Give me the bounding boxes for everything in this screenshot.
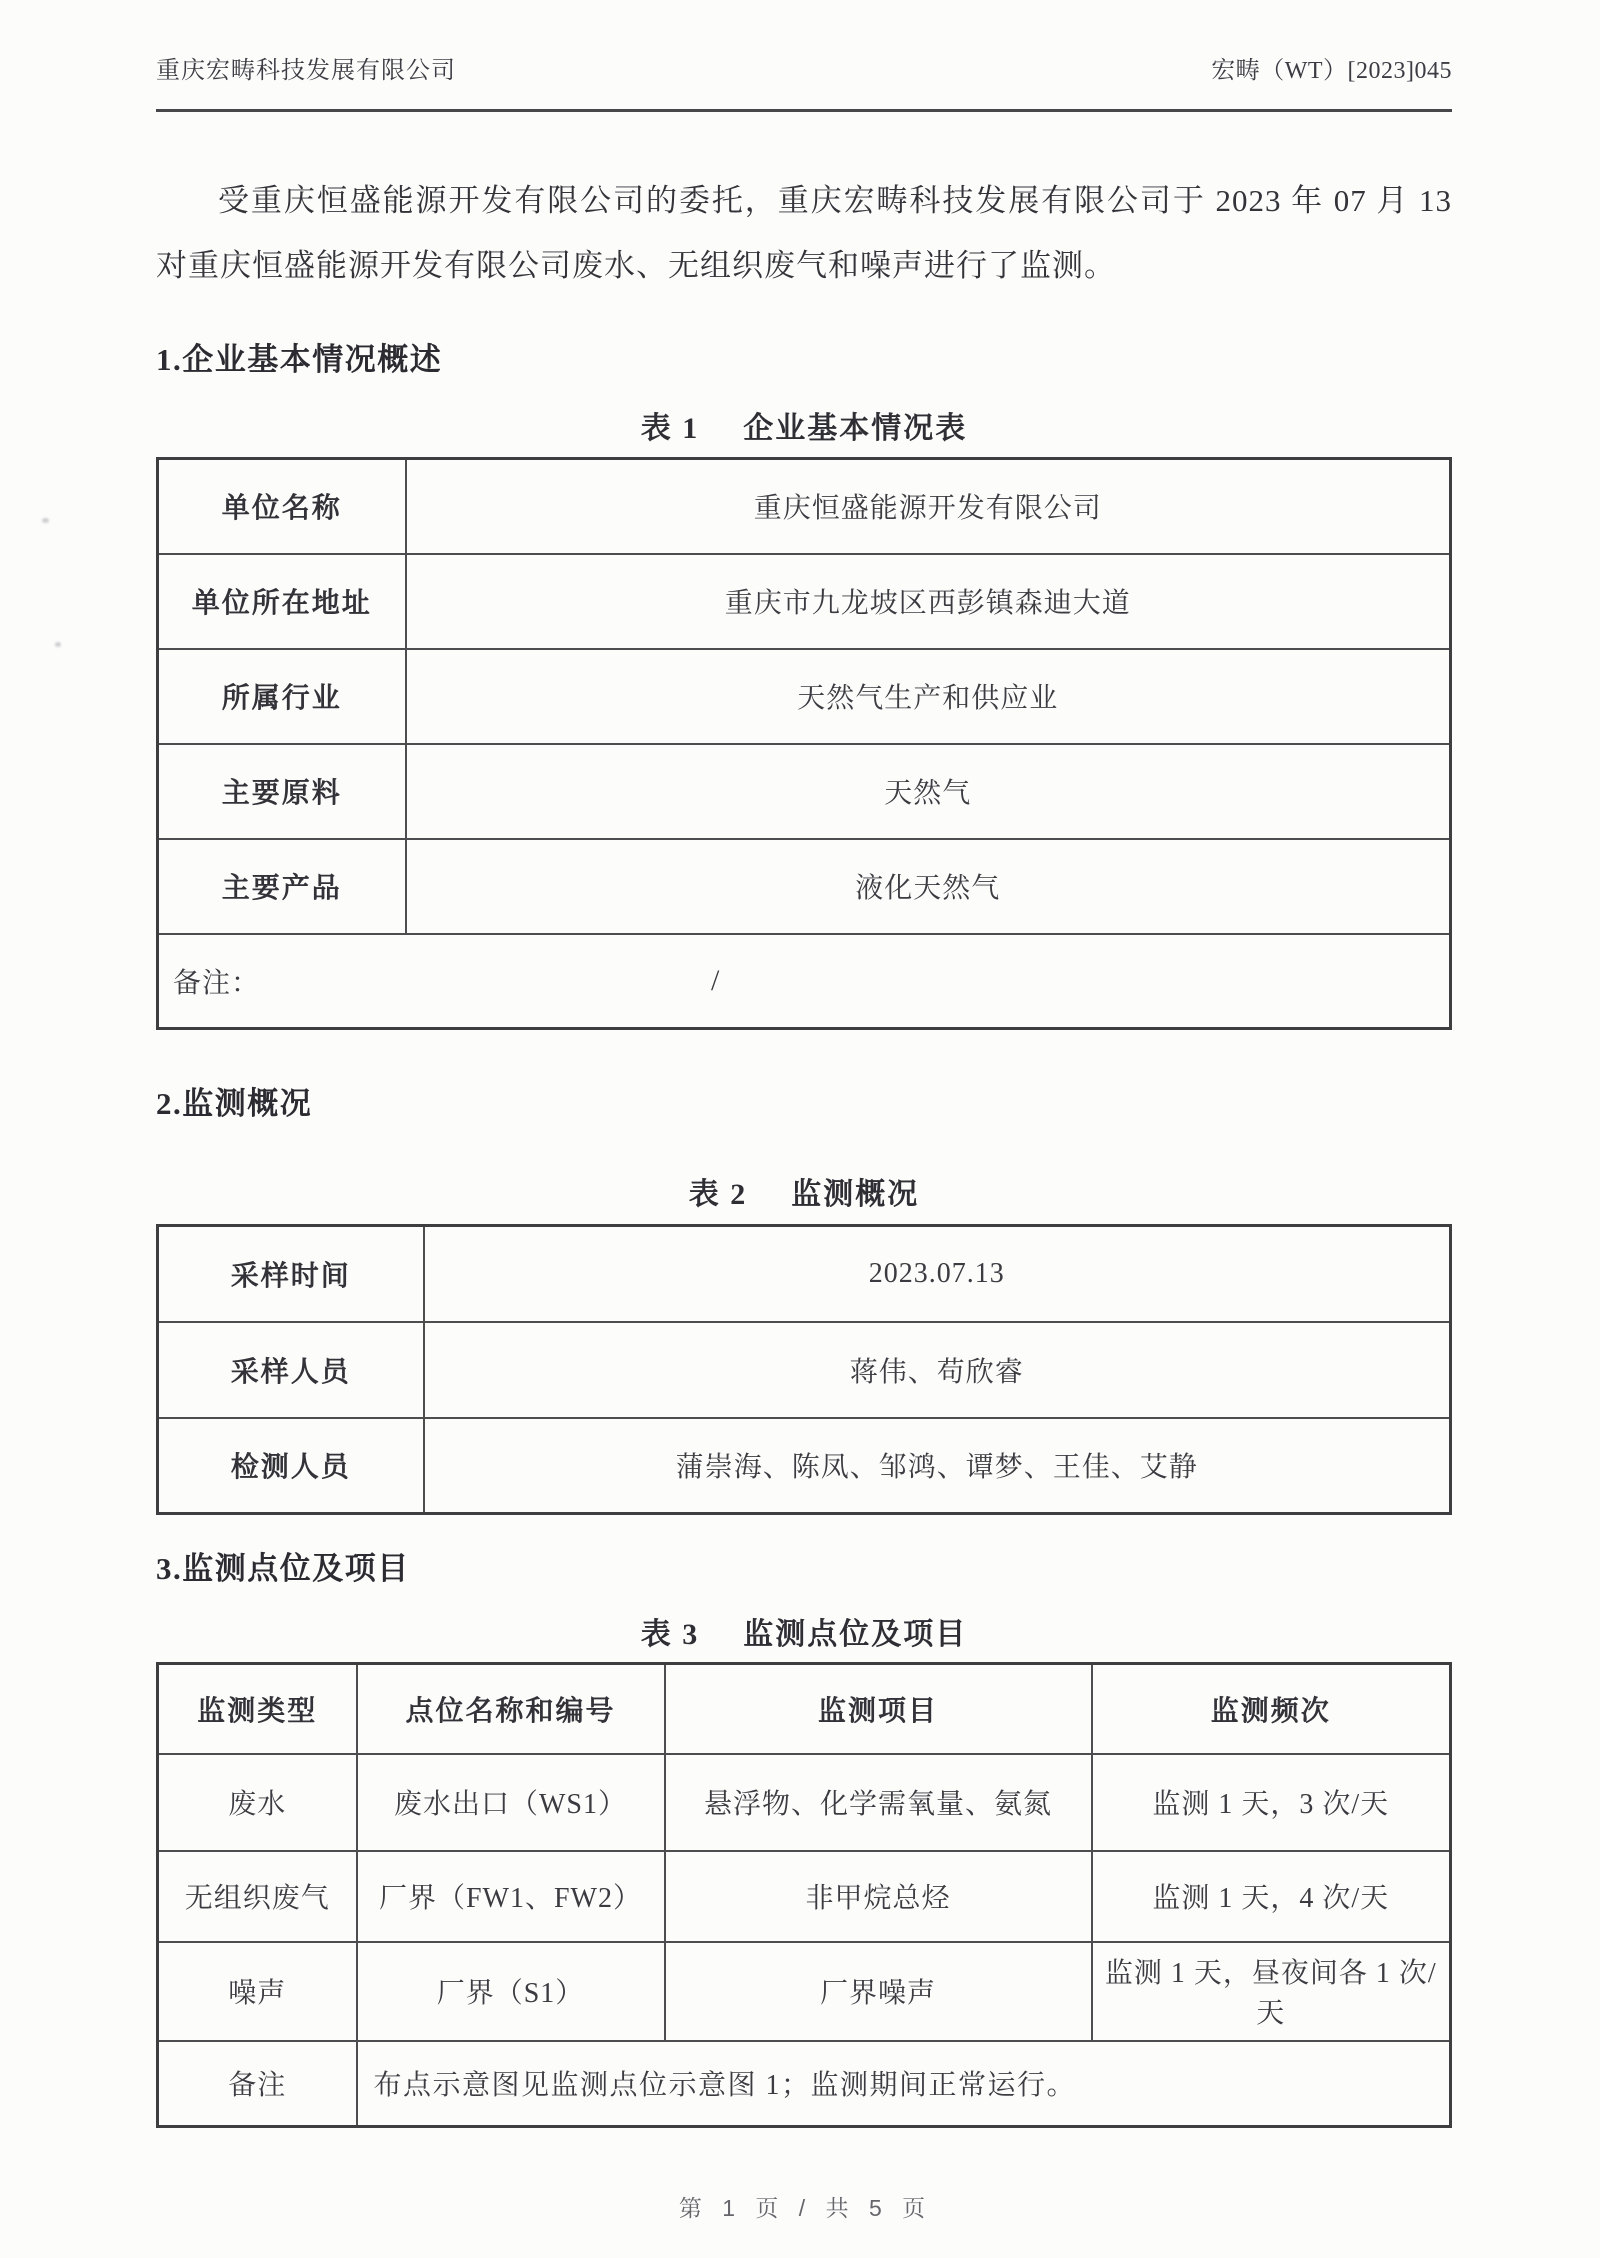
row-label: 所属行业 [158,649,406,744]
row-value: 液化天然气 [406,839,1451,934]
cell-frequency: 监测 1 天，昼夜间各 1 次/天 [1092,1942,1451,2041]
table-row [158,1226,1451,1322]
page-number-indicator: 第 1 页 / 共 5 页 [678,2195,930,2221]
table-row [158,1418,1451,1514]
table-3-caption [156,1617,1452,1653]
cell-frequency: 监测 1 天，4 次/天 [1092,1851,1451,1942]
table-row [158,649,1451,744]
monitoring-points-table [156,1662,1452,2128]
table-row [158,1322,1451,1418]
header-company-name: 重庆宏畴科技发展有限公司 [156,58,456,84]
cell-frequency: 监测 1 天，3 次/天 [1092,1754,1451,1851]
table-1-caption [156,411,1452,447]
scan-artifact [55,642,61,647]
cell-type: 废水 [158,1754,357,1851]
table-2-caption [156,1177,1452,1213]
table-2-caption-label: 表 2 [688,1178,748,1211]
header-divider [156,109,1452,112]
remark-value: / [711,963,721,997]
row-value: 蒲崇海、陈凤、邹鸿、谭梦、王佳、艾静 [424,1418,1451,1514]
row-label: 主要原料 [158,744,406,839]
table-row [158,1754,1451,1851]
section-1-heading: 1.企业基本情况概述 [156,342,443,377]
column-header: 监测频次 [1092,1664,1451,1754]
monitoring-overview-table [156,1224,1452,1515]
table-row [158,744,1451,839]
column-header: 监测类型 [158,1664,357,1754]
cell-items: 悬浮物、化学需氧量、氨氮 [665,1754,1092,1851]
row-label: 主要产品 [158,839,406,934]
column-header: 点位名称和编号 [357,1664,665,1754]
scan-artifact [42,518,49,523]
section-3-heading: 3.监测点位及项目 [156,1551,410,1586]
company-info-table [156,457,1452,1030]
intro-line-1: 受重庆恒盛能源开发有限公司的委托，重庆宏畴科技发展有限公司于 2023 年 07 月 13 [218,183,1452,218]
table-row [158,554,1451,649]
row-label: 单位名称 [158,459,406,554]
remark-label: 备注 [158,2041,357,2127]
table-1-caption-title: 企业基本情况表 [743,412,968,445]
row-value: 蒋伟、苟欣睿 [424,1322,1451,1418]
row-value: 天然气 [406,744,1451,839]
table-2-caption-title: 监测概况 [791,1178,920,1211]
cell-items: 非甲烷总烃 [665,1851,1092,1942]
cell-type: 无组织废气 [158,1851,357,1942]
row-label: 采样人员 [158,1322,424,1418]
page-content [156,0,1452,2128]
table-row [158,459,1451,554]
row-label: 采样时间 [158,1226,424,1322]
column-header: 监测项目 [665,1664,1092,1754]
remark-cell [158,934,1451,1029]
table-row [158,1942,1451,2041]
remark-text: 布点示意图见监测点位示意图 1；监测期间正常运行。 [357,2041,1451,2127]
row-value: 2023.07.13 [424,1226,1451,1322]
remark-row [158,2041,1451,2127]
row-label: 检测人员 [158,1418,424,1514]
table-1-caption-label: 表 1 [640,412,700,445]
intro-paragraph [156,168,1452,298]
row-value: 重庆恒盛能源开发有限公司 [406,459,1451,554]
section-2-heading: 2.监测概况 [156,1086,313,1121]
table-row [158,839,1451,934]
header-document-number: 宏畴（WT）[2023]045 [1211,58,1452,84]
cell-point: 厂界（S1） [357,1942,665,2041]
intro-line-2: 对重庆恒盛能源开发有限公司废水、无组织废气和噪声进行了监测。 [156,248,1116,283]
cell-type: 噪声 [158,1942,357,2041]
page-header [156,50,1452,85]
table-3-caption-title: 监测点位及项目 [743,1618,968,1651]
remark-row [158,934,1451,1029]
row-value: 天然气生产和供应业 [406,649,1451,744]
cell-point: 废水出口（WS1） [357,1754,665,1851]
table-header-row [158,1664,1451,1754]
cell-point: 厂界（FW1、FW2） [357,1851,665,1942]
remark-label: 备注： [173,967,261,999]
cell-items: 厂界噪声 [665,1942,1092,2041]
row-value: 重庆市九龙坡区西彭镇森迪大道 [406,554,1451,649]
table-3-caption-label: 表 3 [640,1618,700,1651]
row-label: 单位所在地址 [158,554,406,649]
table-row [158,1851,1451,1942]
